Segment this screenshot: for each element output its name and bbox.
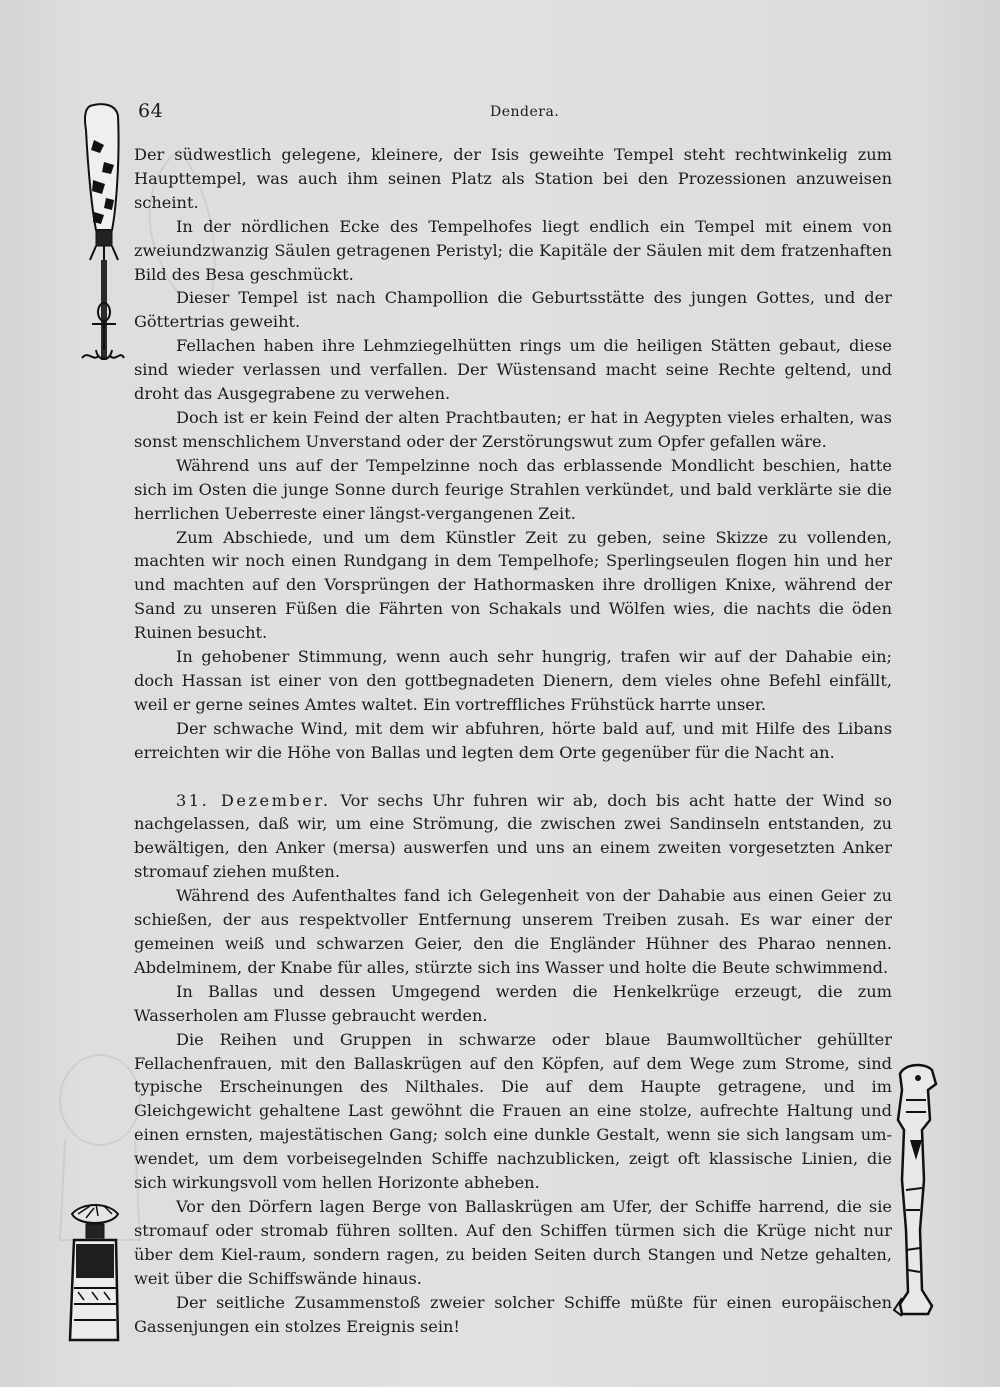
page-number: 64 [138, 100, 164, 122]
paragraph: Doch ist er kein Feind der alten Prachtbauten; er hat in Aegypten vieles erhalten, was sonst menschlichem Unverstand oder der Zerstörungswut zum Opfer gefallen wäre. [134, 407, 892, 451]
vessel-ornament [60, 1200, 130, 1350]
paragraph: Dieser Tempel ist nach Champollion die Geburtsstätte des jungen Gottes, und der Göttertrias geweiht. [134, 288, 892, 332]
entry-date: 31. Dezember. [176, 790, 331, 810]
paragraph: Während des Aufenthaltes fand ich Gelegenheit von der Dahabie aus einen Geier zu schießen, der aus respektvoller Entfernung unserem Treiben zusah. Es war einer der gemeinen weiß und schwarzen Geier, den die Engländer Hühner des Pharao nennen. Abdelminem, der Knabe für alles, stürzte sich ins Wasser und holte die Beute schwimmend. [134, 886, 892, 977]
paragraph: Der seitliche Zusammenstoß zweier solcher Schiffe müßte für einen europäischen Gassenjungen ein stolzes Ereignis sein! [134, 1292, 892, 1336]
entry-text: Vor sechs Uhr fuhren wir ab, doch bis acht hatte der Wind so nachgelassen, daß wir, um eine Strömung, die zwischen zwei Sandinseln entstanden, zu bewältigen, den Anker (mersa) auswerfen und uns an einem zweiten vorgesetzten Anker stromauf ziehen mußten. [134, 790, 893, 882]
paragraph: In gehobener Stimmung, wenn auch sehr hungrig, trafen wir auf der Dahabie ein; doch Hassan ist einer von den gottbegnadeten Dienern, dem vieles ohne Befehl einfällt, weil er gerne seines Amtes waltet. Ein vortreffliches Frühstück harrte unser. [134, 647, 892, 714]
sceptre-ankh-ornament [76, 100, 126, 372]
body-text [134, 143, 892, 1338]
paragraph: Während uns auf der Tempelzinne noch das erblassende Mondlicht beschien, hatte sich im Osten die junge Sonne durch feurige Strahlen verkündet, und bald verklärte sie die herrlichen Ueberreste einer längst-vergangenen Zeit. [134, 455, 892, 523]
paragraph: Der südwestlich gelegene, kleinere, der Isis geweihte Tempel steht rechtwinkelig zum Haupttempel, was auch ihm seinen Platz als Station bei den Prozessionen anzuweisen scheint. [134, 145, 892, 212]
running-head: Dendera. [490, 104, 560, 120]
figure-staff-ornament [888, 1060, 948, 1320]
paragraph: In Ballas und dessen Umgegend werden die Henkelkrüge erzeugt, die zum Wasserholen am Flusse gebraucht werden. [134, 981, 892, 1025]
paragraph: Fellachen haben ihre Lehmziegelhütten rings um die heiligen Stätten gebaut, diese sind wieder verlassen und verfallen. Der Wüstensand macht seine Rechte geltend, und droht das Ausgegrabene zu verwehen. [134, 336, 892, 404]
diary-entry [134, 789, 892, 885]
paragraph: Die Reihen und Gruppen in schwarze oder blaue Baumwolltücher gehüllter Fellachenfrauen, mit den Ballaskrügen auf den Köpfen, auf dem Wege zum Strome, sind typische Erscheinungen des Nilthales. Die auf dem Haupte getragene, und im Gleichgewicht gehaltene Last gewöhnt die Frauen an eine stolze, aufrechte Haltung und einen ernsten, majestätischen Gang; solch eine dunkle Gestalt, wenn sie sich langsam um-wendet, um dem vorbeisegelnden Schiffe nachzublicken, zeigt oft klassische Linien, die sich wirkungsvoll vom hellen Horizonte abheben. [134, 1029, 892, 1193]
paragraph: Der schwache Wind, mit dem wir abfuhren, hörte bald auf, und mit Hilfe des Libans erreichten wir die Höhe von Ballas und legten dem Orte gegenüber für die Nacht an. [134, 718, 892, 762]
paragraph: In der nördlichen Ecke des Tempelhofes liegt endlich ein Tempel mit einem von zweiundzwanzig Säulen getragenen Peristyl; die Kapitäle der Säulen mit dem fratzenhaften Bild des Besa geschmückt. [134, 216, 892, 284]
paragraph: Zum Abschiede, und um dem Künstler Zeit zu geben, seine Skizze zu vollenden, machten wir noch einen Rundgang in dem Tempelhofe; Sperlingseulen flogen hin und her und machten auf den Vorsprüngen der Hathormasken ihre drolligen Knixe, während der Sand zu unseren Füßen die Fährten von Schakals und Wölfen wies, die nachts die öden Ruinen besucht. [134, 527, 892, 643]
paragraph: Vor den Dörfern lagen Berge von Ballaskrügen am Ufer, der Schiffe harrend, die sie stromauf oder stromab führen sollten. Auf den Schiffen türmen sich die Krüge nicht nur über dem Kiel-raum, sondern ragen, zu beiden Seiten durch Stangen und Netze gehalten, weit über die Schiffswände hinaus. [134, 1196, 892, 1288]
